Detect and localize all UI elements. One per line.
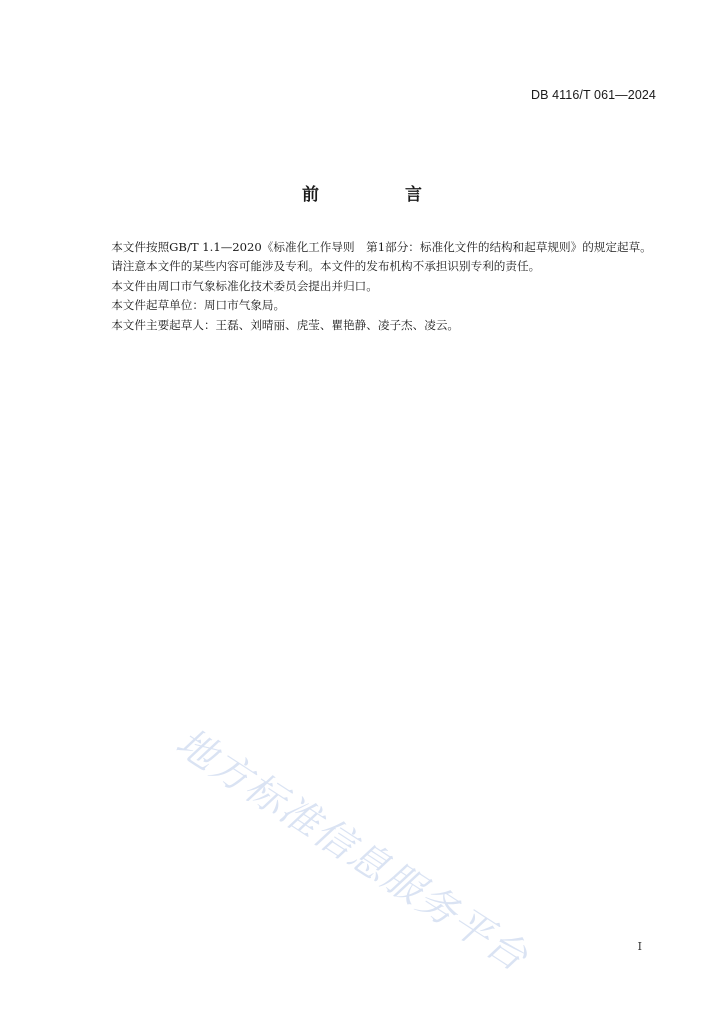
paragraph-drafting-basis: 本文件按照GB/T 1.1—2020《标准化工作导则 第1部分：标准化文件的结构和起草规则》的规定起草。 [111, 240, 652, 254]
paragraph-drafting-unit: 本文件起草单位：周口市气象局。 [111, 298, 286, 313]
page-number: I [637, 940, 642, 953]
section-title: 前 言 [302, 185, 462, 205]
document-code: DB 4116/T 061—2024 [530, 88, 656, 102]
paragraph-proposer: 本文件由周口市气象标准化技术委员会提出并归口。 [111, 278, 378, 293]
paragraph-drafters: 本文件主要起草人：王磊、刘晴丽、虎莹、瞿艳静、凌子杰、凌云。 [111, 317, 460, 332]
watermark: 地方标准信息服务平台 [167, 720, 537, 982]
foreword-body [88, 238, 656, 335]
paragraph-patent-notice: 请注意本文件的某些内容可能涉及专利。本文件的发布机构不承担识别专利的责任。 [111, 259, 541, 274]
